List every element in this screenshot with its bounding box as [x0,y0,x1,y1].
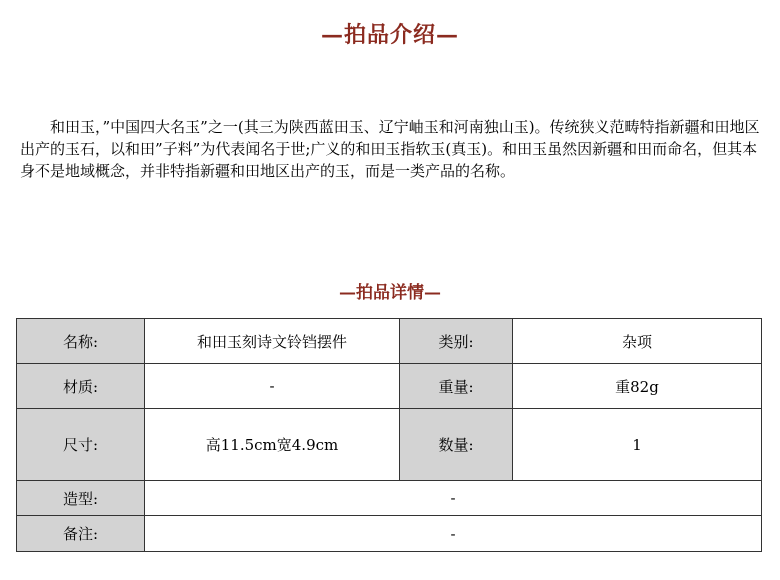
size-value: 高11.5cm宽4.9cm [145,409,400,481]
details-section-title: —拍品详情— [339,283,441,303]
table-row-remarks [17,516,762,552]
remarks-value: - [145,516,762,552]
table-row-material [17,364,762,409]
shape-value: - [145,481,762,516]
quantity-value: 1 [513,409,762,481]
intro-paragraph: 和田玉，”中国四大名玉”之一(其三为陕西蓝田玉、辽宁岫玉和河南独山玉)。传统狭义范畴特指新疆和田地区出产的玉石，以和田”子料”为代表闻名于世;广义的和田玉指软玉(真玉)。和田玉虽然因新疆和田而命名，但其本身不是地域概念，并非特指新疆和田地区出产的玉，而是一类产品的名称。 [20,118,760,180]
weight-value: 重82g [513,364,762,409]
quantity-label: 数量: [400,409,513,481]
table-row-name [17,319,762,364]
details-table [16,318,762,552]
category-label: 类别: [400,319,513,364]
size-label: 尺寸: [17,409,145,481]
category-value: 杂项 [513,319,762,364]
shape-label: 造型: [17,481,145,516]
material-value: - [145,364,400,409]
remarks-label: 备注: [17,516,145,552]
intro-section-title: —拍品介绍— [320,22,459,48]
table-row-shape [17,481,762,516]
weight-label: 重量: [400,364,513,409]
table-row-size [17,409,762,481]
name-label: 名称: [17,319,145,364]
material-label: 材质: [17,364,145,409]
name-value: 和田玉刻诗文铃铛摆件 [145,319,400,364]
